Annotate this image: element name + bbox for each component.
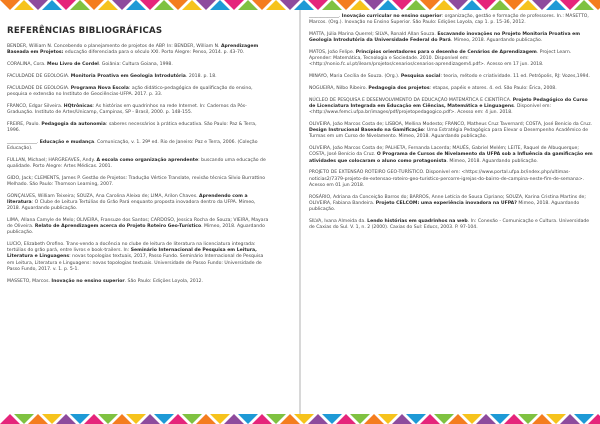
reference-entry bbox=[7, 44, 269, 56]
left-column bbox=[7, 26, 269, 290]
reference-text: . São Paulo: Edições Loyola, 2012. bbox=[124, 278, 204, 284]
reference-text: . Comunicação, v. 1. 29ª ed. Rio de Janeiro: Paz e Terra, 2006. (Coleção Educação). bbox=[7, 139, 258, 151]
reference-entry bbox=[7, 158, 269, 170]
reference-entry bbox=[309, 219, 593, 231]
reference-text: ROSÁRIO, Adriana da Conceição Barros do; BARROS, Anne Letícia de Sousa Cipriano; SOUZA, Karina Cristina Martins de; OLIVEIRA, Fabiana Bandeira. bbox=[309, 194, 586, 206]
reference-text: : ação didático-pedagógica de qualificação do ensino, pesquisa e extensão no Instituto de Geociências-UFPA. 2017. p. 33. bbox=[7, 85, 253, 97]
reference-title: Meu Livro de Cordel bbox=[47, 62, 99, 67]
reference-entry bbox=[309, 50, 593, 69]
reference-entry bbox=[7, 218, 269, 237]
reference-text: FULLAN, Michael; HARGREAVES, Andy. bbox=[7, 157, 97, 163]
reference-entry bbox=[7, 62, 269, 68]
reference-title: Projeto Pedagógico do Curso de Licenciatura Integrada em Educação em Ciências, Matemática e Linguagens bbox=[309, 97, 588, 109]
reference-entry bbox=[309, 74, 593, 80]
reference-text: _____________. bbox=[7, 139, 40, 145]
reference-entry bbox=[7, 194, 269, 213]
reference-title: Inovação no ensino superior bbox=[51, 278, 125, 284]
reference-text: . In: Conexão - Comunicação e Cultura. Universidade de Caxias do Sul. V. 1, n. 2 (2000). Caxias do Sul: Educs, 2003. P. 97-104. bbox=[309, 218, 590, 231]
reference-text: : O Clube de Leitura Tertúlias do Grão Pará enquanto proposta inovadora dentro da UFPA. Mimeo, 2018. Aguardando publicação. bbox=[7, 199, 256, 211]
reference-text: FACULDADE DE GEOLOGIA. bbox=[7, 85, 71, 91]
reference-text: MATTA, Júlia Marina Querrel; SILVA, Ronald Allan Souza. bbox=[309, 32, 438, 37]
reference-text: : etapas, papéis e atores. 4. ed. São Paulo: Érica, 2008. bbox=[429, 86, 557, 91]
reference-text: . Mimeo, 2018. Aguardando publicação. bbox=[7, 224, 265, 236]
reference-text: educação diferenciada para o século XXI. Porto Alegre: Penso, 2014. p. 43-70. bbox=[63, 50, 245, 56]
right-reference-list bbox=[309, 14, 593, 231]
reference-text: GONÇALVES, William Teixeira; SOUZA, Ana Carolina Aleixo de; LIMA, Arilon Chaves. bbox=[7, 193, 200, 199]
reference-text: . 2018. p. 18. bbox=[185, 73, 217, 79]
reference-entry bbox=[309, 122, 593, 141]
bottom-decorative-border bbox=[0, 414, 600, 424]
left-reference-list bbox=[7, 44, 269, 285]
reference-title: Pedagogia dos projetos bbox=[368, 86, 430, 91]
page-title: REFERÊNCIAS BIBLIOGRÁFICAS bbox=[7, 26, 163, 36]
reference-title: Pedagogia da autonomia bbox=[41, 121, 106, 127]
reference-text: LUCIO, Elizabeth Orofino. Trans-vendo a docência no clube de leitura de literatura na licenciatura integrada: tertúlias do grão pará, entre livros e book-trailers. In: bbox=[7, 242, 256, 254]
decorative-triangle bbox=[588, 414, 600, 424]
reference-title: Relato de Aprendizagem acerca do Projeto Roteiro Geo-Turístico bbox=[34, 224, 202, 229]
reference-entry bbox=[7, 86, 269, 98]
reference-text: : organização, gestão e formação de professores. In.: MASETTO, Marcos. (Org.). Inovação no Ensino Superior. São Paulo: Edições Loyola, cap 1. p. 15-36, 2012. bbox=[309, 14, 589, 26]
reference-text: : As histórias em quadrinhos na rede Internet. In: Cadernos da Pós-Graduação. Instituto de Artes/Unicamp, Campinas, SP - Brasil, 2000. p. 148-155. bbox=[7, 103, 247, 115]
reference-text: . Mimeo, 2018. Aguardando publicação. bbox=[450, 38, 543, 44]
reference-text: _____________. bbox=[309, 14, 342, 19]
reference-entry bbox=[309, 146, 593, 165]
reference-title: Pesquisa social bbox=[400, 74, 441, 80]
reference-title: Programa Nova Escola bbox=[70, 85, 129, 91]
reference-text: MINAYO, Maria Cecília de Souza. (Org.). bbox=[309, 74, 401, 80]
reference-text: PROJETO DE EXTENSÃO ROTEIRO GEO-TURÍSTICO. Disponível em: <https://www.portal.ufpa.br/index.php/ultimas-noticias2/7379-projeto-de-extensao-roteiro-geo-turistico-percorre-igrejas-do-bairro-de-campina-neste-fim-de-semana>. Acesso em 01 jun 2018. bbox=[309, 170, 585, 188]
reference-title: Lendo histórias em quadrinhos na web bbox=[367, 218, 468, 224]
reference-entry bbox=[7, 140, 269, 152]
reference-text: SILVA, Ivana Almeida da. bbox=[309, 218, 368, 224]
reference-title: Projeto CELCOM: uma experiência inovadora na UFPA? bbox=[375, 200, 517, 206]
reference-text: OLIVEIRA, João Marcos Costa de; PALHETA, Fernanda Lacerda; MAUÉS, Gabriel Melém; LEITE, Raquel de Albuquerque; COSTA, José Benício da Cruz. bbox=[309, 146, 579, 158]
reference-title: Aprendizagem Baseada em Projetos: bbox=[7, 44, 259, 56]
reference-text: CORALINA, Cora. bbox=[7, 62, 48, 67]
reference-title: HQtrônicas bbox=[63, 103, 93, 109]
reference-title: Monitoria Proativa em Geologia Introdutória bbox=[70, 73, 186, 79]
reference-entry bbox=[7, 122, 269, 134]
right-column bbox=[309, 14, 593, 237]
reference-text: FREIRE, Paulo. bbox=[7, 121, 42, 127]
reference-text: : saberes necessários à prática educativa. São Paulo: Paz & Terra, 1996. bbox=[7, 121, 257, 133]
reference-entry bbox=[309, 32, 593, 44]
reference-entry bbox=[309, 170, 593, 189]
reference-text: : buscando uma educação de qualidade. Porto Alegre: Artes Médicas. 2001. bbox=[7, 157, 266, 169]
reference-entry bbox=[7, 104, 269, 116]
reference-text: NOGUEIRA, Nilbo Ribeiro. bbox=[309, 86, 369, 91]
reference-entry bbox=[309, 14, 593, 26]
reference-title: A escola como organização aprendente bbox=[96, 157, 199, 163]
top-decorative-border bbox=[0, 0, 600, 10]
reference-text: Mimeo, 2018. Aguardando publicação. bbox=[309, 200, 580, 213]
reference-text: BENDER, William N. Concebendo o planejamento de projetos de ABP. In: BENDER, William N. bbox=[7, 44, 221, 49]
reference-entry bbox=[7, 74, 269, 80]
reference-entry bbox=[309, 98, 593, 117]
reference-text: : novas topologias textuais, 2017, Passo Fundo. Seminário Internacional de Pesquisa em Leitura, Literatura e Linguagens: novas topologias textuais. Universidade de Passo Fundo: Universidade de Passo Fundo, 2017. v. 1. p. 5-1. bbox=[7, 254, 264, 272]
reference-entry bbox=[7, 176, 269, 188]
reference-text: . Disponível em: <http://www.femci.ufpa.br/images/pdf/projetopedagogico.pdf>. Acesso em: 4 jun. 2018. bbox=[309, 104, 552, 116]
reference-title: Princípios orientadores para o desenho de Cenários de Aprendizagem bbox=[355, 50, 537, 55]
reference-text: GIDO, Jack; CLEMENTS, James P. Gestão de Projetos: Tradução Vértice Translate, revisão técnica Silvio Burrattino Melhado. São Paulo: Thomson Learning, 2007. bbox=[7, 175, 266, 187]
reference-text: MATOS, João Felipe. bbox=[309, 50, 356, 55]
reference-title: Escavando inovações no Projeto Monitoria Proativa em Geologia Introdutória da Universidade Federal do Pará bbox=[309, 32, 581, 44]
reference-entry bbox=[309, 86, 593, 92]
page-gutter bbox=[299, 10, 301, 414]
reference-text: OLIVEIRA, João Marcos Costa de; LISBOA, Mellina Modesto; FRANCO, Matheus Cruz Tavernard; COSTA, José Benício da Cruz. bbox=[309, 122, 593, 127]
reference-text: . Mimeo, 2018. Aguardando publicação. bbox=[446, 158, 538, 164]
reference-title: Design Instrucional Baseado na Gamificação bbox=[309, 128, 424, 134]
reference-text: FRANCO, Edgar Silveira. bbox=[7, 103, 64, 109]
reference-text: NÚCLEO DE PESQUISA E DESENVOLVIMENTO DA EDUCAÇÃO MATEMÁTICA E CIENTÍFICA. bbox=[309, 97, 513, 103]
reference-entry bbox=[309, 195, 593, 214]
reference-title: Aprendendo com a literatura bbox=[7, 193, 248, 205]
reference-entry bbox=[7, 242, 269, 273]
reference-text: FACULDADE DE GEOLOGIA. bbox=[7, 73, 71, 79]
reference-text: . Goiânia: Cultura Goiana, 1998. bbox=[98, 62, 173, 67]
reference-title: Educação e mudança bbox=[39, 139, 95, 145]
reference-text: . Project Learn. Aprender: Matemática, Tecnologia e Sociedade. 2010. Disponível em: <http://nonio.fc.ul.pt/ilearn/projetos/cenarios/cenarios-aprendizagem4.pdf>. Acesso em 17 jun. 2018. bbox=[309, 50, 572, 68]
reference-entry bbox=[7, 279, 269, 285]
reference-title: Seminário Internacional de Pesquisa em Leitura, Literatura e Linguagens bbox=[7, 248, 257, 260]
reference-text: : Uma Estratégia Pedagógica para Elevar o Desempenho Acadêmico de Turmas em um Curso de Nivelamento. Mimeo, 2018. Aguardando publicação. bbox=[309, 128, 589, 140]
reference-text: LIMA, Allana Camyle de Melo; OLIVEIRA, Fransuze dos Santos; CARDOSO, Jessica Rocha de Souza; VIEIRA, Mayara de Oliveira. bbox=[7, 217, 269, 229]
reference-title: Inovação curricular no ensino superior bbox=[341, 14, 442, 19]
reference-text: MASSETO, Marcos. bbox=[7, 278, 52, 284]
decorative-triangle bbox=[588, 0, 600, 10]
reference-text: : teoria, método e criatividade. 11 ed. Petrópolis, RJ: Vozes,1994. bbox=[440, 74, 590, 80]
reference-title: O Programa de Cursos de Nivelamento da UFPA sob a Influência da gamificação em atividades que colocaram o aluno como protagonista bbox=[309, 152, 593, 164]
